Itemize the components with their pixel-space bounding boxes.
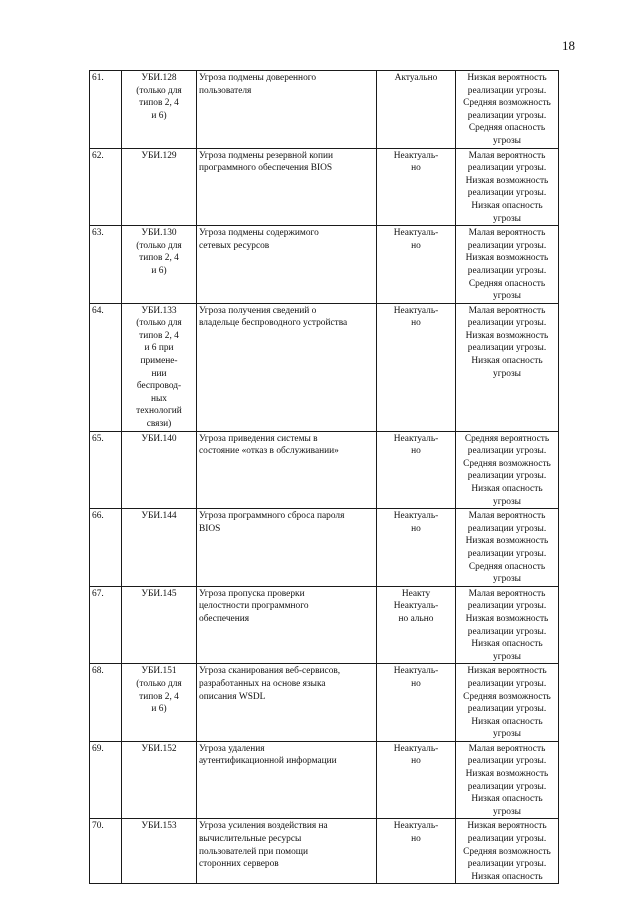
threat-status: Неакту Неактуаль- но ально bbox=[393, 588, 439, 624]
row-number: 67. bbox=[92, 588, 104, 599]
table-row bbox=[90, 226, 559, 304]
threat-status-cell bbox=[377, 741, 456, 819]
threat-assessment-cell bbox=[456, 819, 559, 884]
row-number: 69. bbox=[92, 743, 104, 754]
row-number-cell bbox=[90, 148, 122, 226]
row-number-cell bbox=[90, 71, 122, 149]
row-number: 64. bbox=[92, 305, 104, 316]
table-row bbox=[90, 431, 559, 509]
threat-assessment: Малая вероятность реализации угрозы. Низкая возможность реализации угрозы. Низкая опасность угрозы bbox=[465, 743, 549, 817]
threat-status-cell bbox=[377, 819, 456, 884]
threat-assessment-cell bbox=[456, 586, 559, 664]
table-row bbox=[90, 819, 559, 884]
threat-name: Угроза программного сброса пароля BIOS bbox=[199, 511, 345, 534]
threat-status: Актуально bbox=[394, 73, 438, 83]
threat-status: Неактуаль- но bbox=[393, 228, 439, 251]
threat-table bbox=[89, 70, 559, 884]
threat-status: Неактуаль- но bbox=[393, 743, 439, 767]
threat-code: УБИ.128 (только для типов 2, 4 и 6) bbox=[136, 73, 182, 121]
threat-status: Неактуаль- но bbox=[393, 821, 439, 845]
threat-name-cell bbox=[197, 509, 377, 587]
row-number-cell bbox=[90, 741, 122, 819]
threat-assessment-cell bbox=[456, 71, 559, 149]
threat-assessment-cell bbox=[456, 148, 559, 226]
threat-status-cell bbox=[377, 509, 456, 587]
threat-assessment-cell bbox=[456, 303, 559, 431]
threat-assessment: Низкая вероятность реализации угрозы. Средняя возможность реализации угрозы. Низкая опасность bbox=[463, 821, 551, 882]
threat-status: Неактуаль- но bbox=[393, 433, 439, 457]
threat-name: Угроза пропуска проверки целостности программного обеспечения bbox=[199, 588, 309, 624]
threat-code-cell bbox=[122, 226, 197, 304]
threat-name-cell bbox=[197, 226, 377, 304]
threat-name: Угроза удаления аутентификационной информации bbox=[199, 743, 337, 767]
threat-code: УБИ.133 (только для типов 2, 4 и 6 при примене- нии беспровод- ных технологий связи) bbox=[136, 305, 182, 430]
threat-assessment-cell bbox=[456, 509, 559, 587]
table-row bbox=[90, 586, 559, 664]
threat-code: УБИ.152 bbox=[141, 743, 177, 754]
threat-status: Неактуаль- но bbox=[393, 305, 439, 329]
threat-code: УБИ.153 bbox=[141, 821, 177, 832]
threat-name-cell bbox=[197, 431, 377, 509]
threat-status-cell bbox=[377, 664, 456, 742]
table-row bbox=[90, 71, 559, 149]
threat-name: Угроза получения сведений о владельце беспроводного устройства bbox=[199, 305, 348, 329]
threat-code: УБИ.129 bbox=[141, 150, 177, 161]
table-row bbox=[90, 664, 559, 742]
threat-code-cell bbox=[122, 509, 197, 587]
threat-code-cell bbox=[122, 819, 197, 884]
page-number: 18 bbox=[562, 38, 575, 53]
threat-name: Угроза сканирования веб-сервисов, разработанных на основе языка описания WSDL bbox=[199, 666, 341, 702]
threat-status-cell bbox=[377, 226, 456, 304]
threat-status-cell bbox=[377, 586, 456, 664]
threat-status: Неактуаль- но bbox=[393, 150, 439, 174]
threat-name: Угроза подмены резервной копии программного обеспечения BIOS bbox=[199, 150, 334, 174]
threat-code-cell bbox=[122, 71, 197, 149]
threat-assessment-cell bbox=[456, 741, 559, 819]
threat-assessment: Низкая вероятность реализации угрозы. Средняя возможность реализации угрозы. Низкая опасность угрозы bbox=[463, 666, 551, 740]
row-number-cell bbox=[90, 303, 122, 431]
threat-code-cell bbox=[122, 148, 197, 226]
threat-status-cell bbox=[377, 431, 456, 509]
threat-name: Угроза приведения системы в состояние «отказ в обслуживании» bbox=[199, 433, 339, 457]
table-row bbox=[90, 303, 559, 431]
threat-status: Неактуаль- но bbox=[393, 511, 439, 534]
table-row bbox=[90, 741, 559, 819]
row-number: 70. bbox=[92, 821, 104, 832]
row-number: 68. bbox=[92, 666, 104, 677]
threat-assessment-cell bbox=[456, 226, 559, 304]
threat-code-cell bbox=[122, 431, 197, 509]
threat-assessment-cell bbox=[456, 664, 559, 742]
row-number: 61. bbox=[92, 73, 104, 83]
threat-code-cell bbox=[122, 664, 197, 742]
threat-assessment: Малая вероятность реализации угрозы. Низкая возможность реализации угрозы. Низкая опасность угрозы bbox=[465, 588, 549, 662]
table-row bbox=[90, 509, 559, 587]
row-number-cell bbox=[90, 664, 122, 742]
row-number: 63. bbox=[92, 228, 104, 239]
row-number: 65. bbox=[92, 433, 104, 444]
threat-assessment: Малая вероятность реализации угрозы. Низкая возможность реализации угрозы. Низкая опасность угрозы bbox=[465, 150, 549, 224]
threat-code-cell bbox=[122, 586, 197, 664]
row-number: 62. bbox=[92, 150, 104, 161]
row-number-cell bbox=[90, 509, 122, 587]
row-number-cell bbox=[90, 819, 122, 884]
threat-assessment: Малая вероятность реализации угрозы. Низкая возможность реализации угрозы. Средняя опасность угрозы bbox=[465, 228, 549, 302]
threat-assessment: Средняя вероятность реализации угрозы. Средняя возможность реализации угрозы. Низкая опасность угрозы bbox=[463, 433, 551, 507]
threat-status-cell bbox=[377, 148, 456, 226]
threat-code: УБИ.130 (только для типов 2, 4 и 6) bbox=[136, 228, 182, 276]
threat-status-cell bbox=[377, 303, 456, 431]
table-row bbox=[90, 148, 559, 226]
threat-code: УБИ.151 (только для типов 2, 4 и 6) bbox=[136, 666, 182, 715]
row-number-cell bbox=[90, 586, 122, 664]
threat-name-cell bbox=[197, 664, 377, 742]
threat-code-cell bbox=[122, 741, 197, 819]
threat-code: УБИ.140 bbox=[141, 433, 177, 444]
threat-assessment: Малая вероятность реализации угрозы. Низкая возможность реализации угрозы. Низкая опасность угрозы bbox=[465, 305, 549, 379]
row-number-cell bbox=[90, 226, 122, 304]
threat-name-cell bbox=[197, 741, 377, 819]
threat-assessment: Низкая вероятность реализации угрозы. Средняя возможность реализации угрозы. Средняя опасность угрозы bbox=[463, 73, 551, 146]
threat-assessment-cell bbox=[456, 431, 559, 509]
threat-name-cell bbox=[197, 303, 377, 431]
threat-assessment: Малая вероятность реализации угрозы. Низкая возможность реализации угрозы. Средняя опасность угрозы bbox=[465, 511, 549, 585]
threat-name: Угроза подмены содержимого сетевых ресурсов bbox=[199, 228, 319, 251]
threat-status: Неактуаль- но bbox=[393, 666, 439, 689]
threat-name-cell bbox=[197, 819, 377, 884]
threat-name-cell bbox=[197, 586, 377, 664]
threat-name: Угроза усиления воздействия на вычислительные ресурсы пользователей при помощи сторонних серверов bbox=[199, 821, 328, 870]
threat-code: УБИ.144 bbox=[141, 511, 177, 522]
row-number-cell bbox=[90, 431, 122, 509]
threat-code-cell bbox=[122, 303, 197, 431]
threat-name: Угроза подмены доверенного пользователя bbox=[199, 73, 317, 96]
threat-code: УБИ.145 bbox=[141, 588, 177, 599]
row-number: 66. bbox=[92, 511, 104, 522]
threat-name-cell bbox=[197, 148, 377, 226]
threat-status-cell bbox=[377, 71, 456, 149]
threat-name-cell bbox=[197, 71, 377, 149]
